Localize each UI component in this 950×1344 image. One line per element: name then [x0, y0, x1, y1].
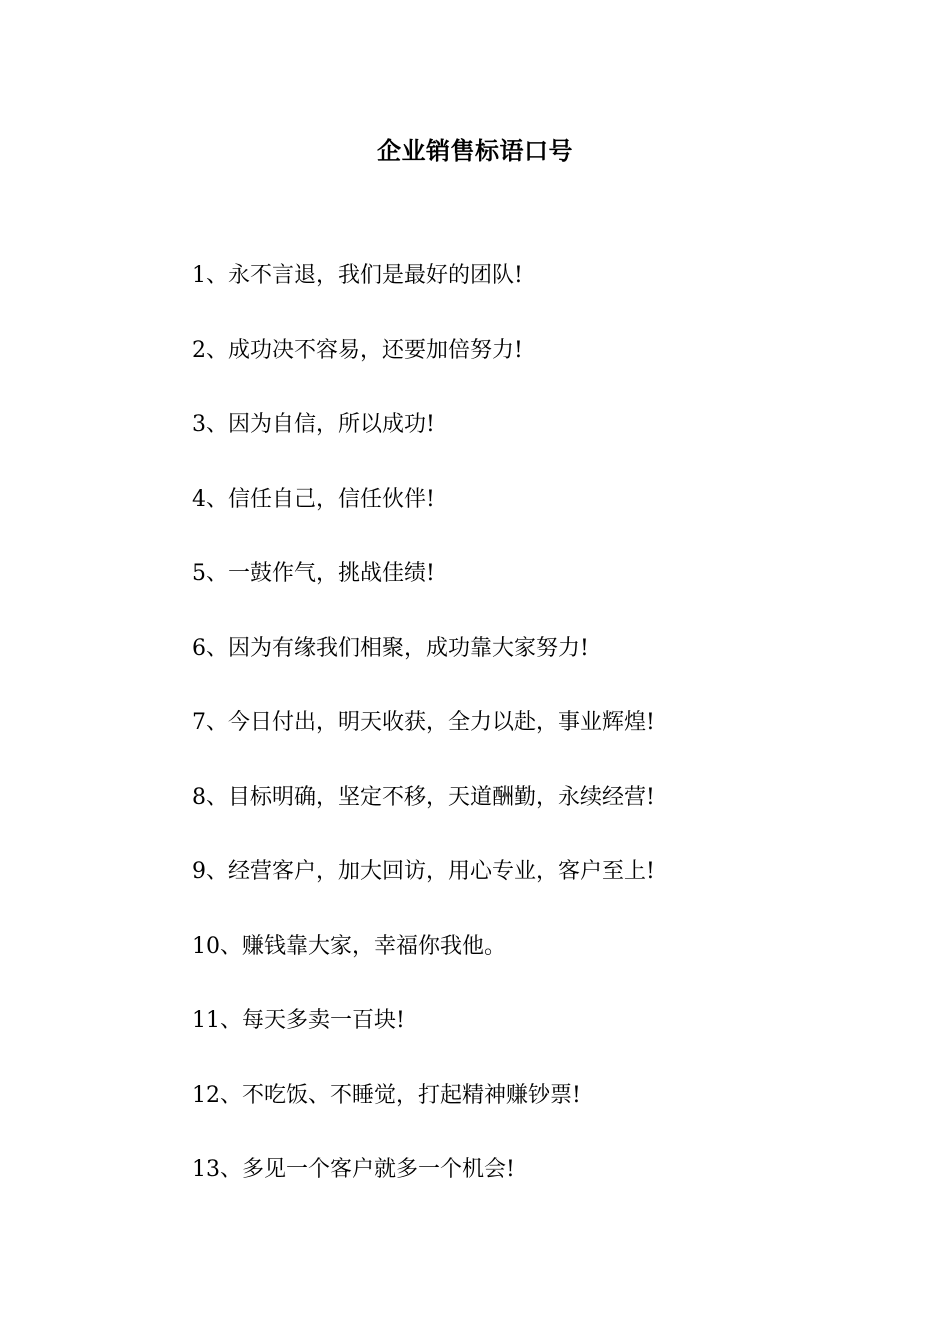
slogan-item-1: 1、永不言退，我们是最好的团队!: [192, 263, 523, 288]
slogan-item-8: 8、目标明确，坚定不移，天道酬勤，永续经营!: [192, 784, 655, 810]
slogan-item-4: 4、信任自己，信任伙伴!: [192, 486, 435, 512]
slogan-list: [192, 258, 892, 1227]
slogan-item-9: 9、经营客户，加大回访，用心专业，客户至上!: [192, 859, 655, 884]
document-title: 企业销售标语口号: [377, 136, 573, 165]
slogan-item-10: 10、赚钱靠大家，幸福你我他。: [192, 933, 506, 959]
slogan-item-3: 3、因为自信，所以成功!: [192, 412, 435, 437]
slogan-item-13: 13、多见一个客户就多一个机会!: [192, 1157, 515, 1182]
slogan-item-6: 6、因为有缘我们相聚，成功靠大家努力!: [192, 635, 589, 661]
slogan-item-11: 11、每天多卖一百块!: [192, 1008, 405, 1033]
slogan-item-5: 5、一鼓作气，挑战佳绩!: [192, 561, 435, 586]
slogan-item-2: 2、成功决不容易，还要加倍努力!: [192, 337, 523, 363]
slogan-item-7: 7、今日付出，明天收获，全力以赴，事业辉煌!: [192, 710, 655, 735]
slogan-item-12: 12、不吃饭、不睡觉，打起精神赚钞票!: [192, 1082, 581, 1108]
